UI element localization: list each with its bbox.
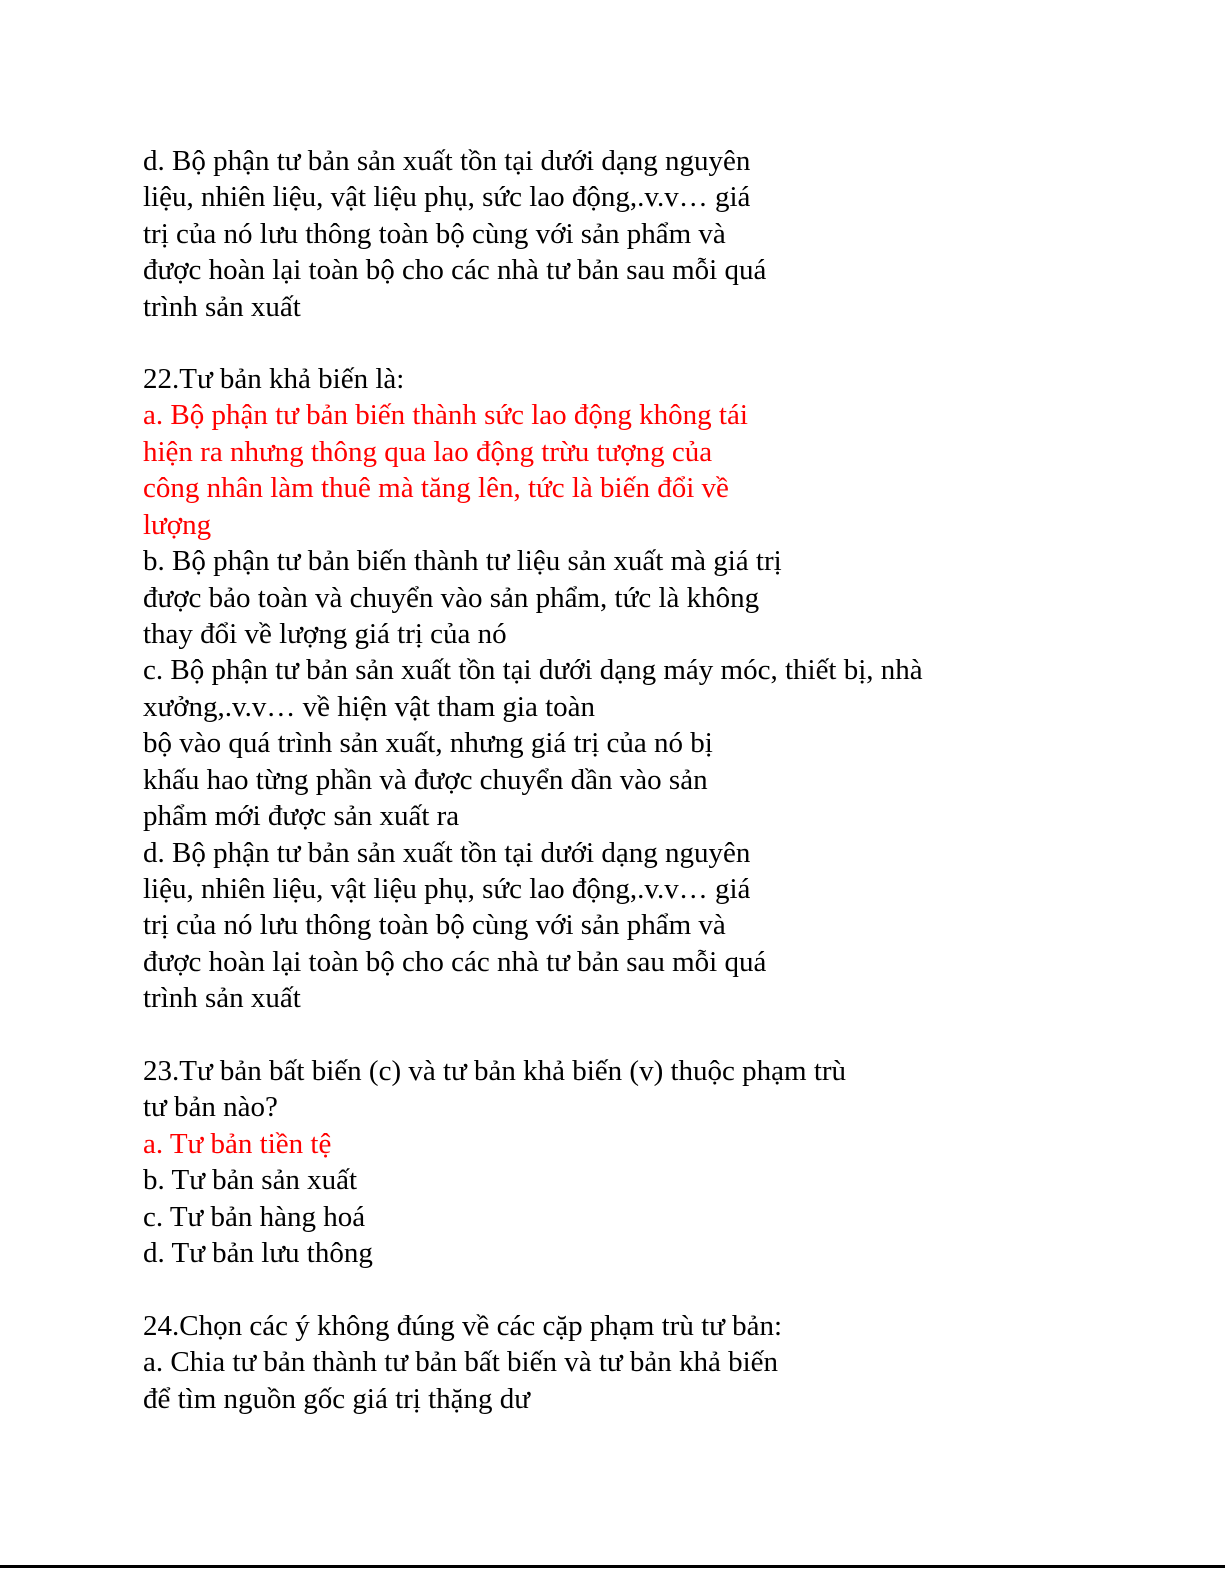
q22-option-d-line-3: trị của nó lưu thông toàn bộ cùng với sản phẩm và [143,909,726,941]
q22-option-d-line-1: d. Bộ phận tư bản sản xuất tồn tại dưới dạng nguyên [143,837,751,869]
q22-question: 22.Tư bản khả biến là: [143,363,405,395]
q22-option-a-line-2: hiện ra nhưng thông qua lao động trừu tượng của [143,436,713,468]
q24-option-a-line-1: a. Chia tư bản thành tư bản bất biến và tư bản khả biến [143,1346,779,1378]
prev-option-d-line-3: trị của nó lưu thông toàn bộ cùng với sản phẩm và [143,218,726,250]
q22-option-b-line-3: thay đổi về lượng giá trị của nó [143,618,507,650]
q22-option-b-line-1: b. Bộ phận tư bản biến thành tư liệu sản xuất mà giá trị [143,545,782,577]
q22-option-a-line-1: a. Bộ phận tư bản biến thành sức lao động không tái [143,399,748,431]
page-bottom-rule [0,1565,1225,1568]
prev-option-d-line-1: d. Bộ phận tư bản sản xuất tồn tại dưới dạng nguyên [143,145,751,177]
q23-option-b: b. Tư bản sản xuất [143,1164,358,1196]
q22-option-c-line-4: khấu hao từng phần và được chuyển dần vào sản [143,764,708,796]
prev-option-d-line-2: liệu, nhiên liệu, vật liệu phụ, sức lao động,.v.v… giá [143,181,751,213]
q22-option-c-line-5: phẩm mới được sản xuất ra [143,800,460,832]
q22-option-a-line-3: công nhân làm thuê mà tăng lên, tức là biến đổi về [143,472,729,504]
q24-option-a-line-2: để tìm nguồn gốc giá trị thặng dư [143,1383,531,1415]
prev-option-d-line-4: được hoàn lại toàn bộ cho các nhà tư bản sau mỗi quá [143,254,767,286]
q22-option-c-line-2: xưởng,.v.v… về hiện vật tham gia toàn [143,691,595,723]
q22-option-d-line-5: trình sản xuất [143,982,301,1014]
q22-option-c-line-1: c. Bộ phận tư bản sản xuất tồn tại dưới dạng máy móc, thiết bị, nhà [143,654,923,686]
q22-option-c-line-3: bộ vào quá trình sản xuất, nhưng giá trị của nó bị [143,727,713,759]
q22-option-d-line-2: liệu, nhiên liệu, vật liệu phụ, sức lao động,.v.v… giá [143,873,751,905]
q23-option-d: d. Tư bản lưu thông [143,1237,373,1269]
q24-question: 24.Chọn các ý không đúng về các cặp phạm trù tư bản: [143,1310,783,1342]
q22-option-b-line-2: được bảo toàn và chuyển vào sản phẩm, tức là không [143,582,760,614]
q22-option-d-line-4: được hoàn lại toàn bộ cho các nhà tư bản sau mỗi quá [143,946,767,978]
q23-option-c: c. Tư bản hàng hoá [143,1201,366,1233]
q23-question-line-1: 23.Tư bản bất biến (c) và tư bản khả biến (v) thuộc phạm trù [143,1055,847,1087]
q23-option-a: a. Tư bản tiền tệ [143,1128,332,1160]
prev-option-d-line-5: trình sản xuất [143,291,301,323]
q22-option-a-line-4: lượng [143,509,212,541]
q23-question-line-2: tư bản nào? [143,1091,278,1123]
